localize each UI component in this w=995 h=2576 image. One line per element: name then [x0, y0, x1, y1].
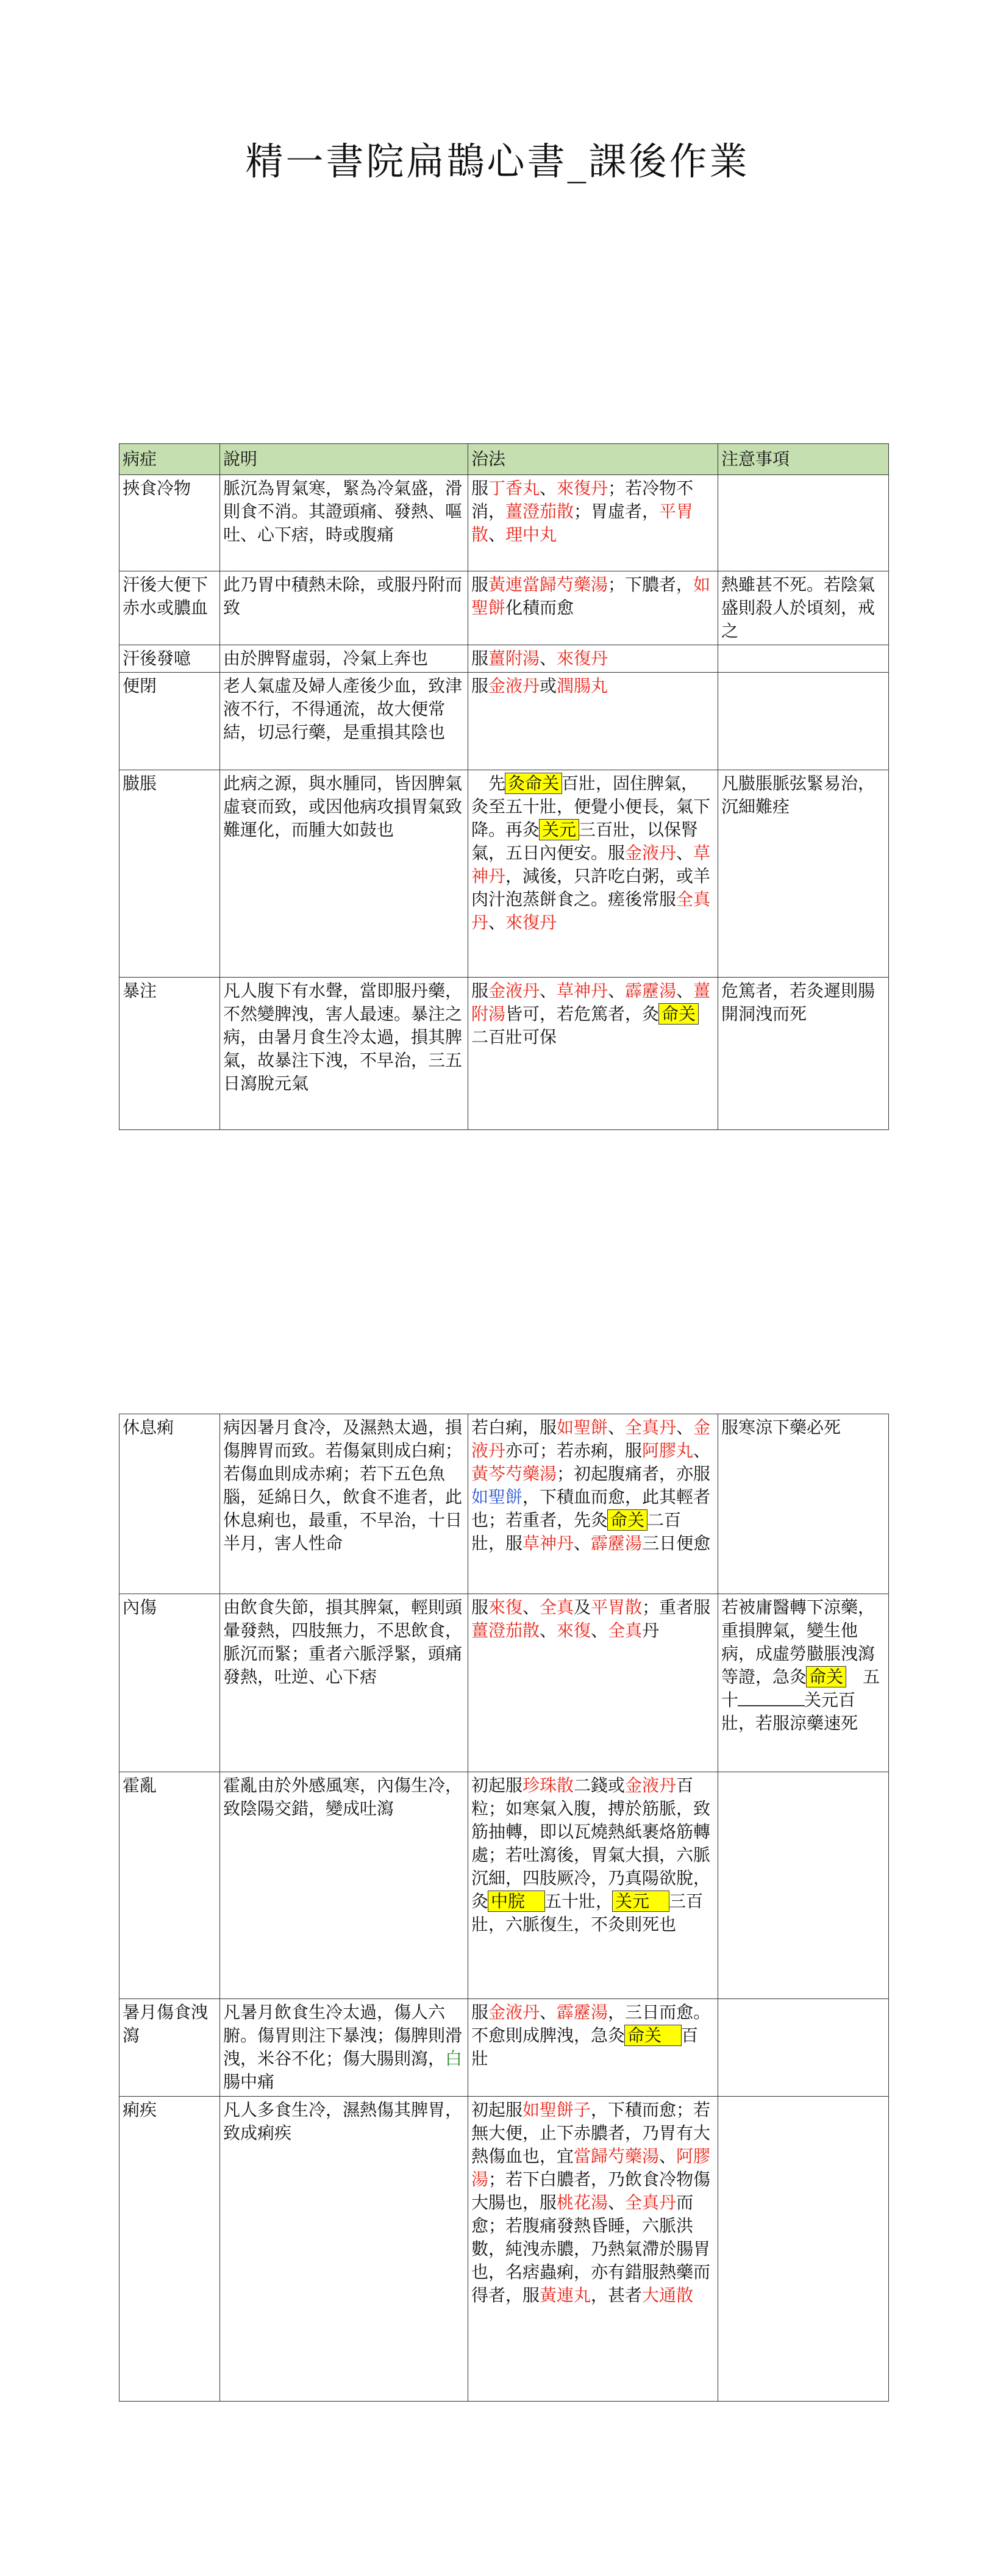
- text-segment: 、: [608, 981, 626, 1001]
- table-header-row: [119, 444, 889, 475]
- notes-cell: [718, 2097, 889, 2402]
- herb-name: 理中丸: [505, 524, 557, 545]
- text-segment: 化積而愈: [505, 598, 574, 618]
- disease-cell: 便閉: [119, 673, 220, 770]
- acupoint-highlight: 命关: [625, 2025, 681, 2045]
- herb-name: 來復丹: [557, 478, 608, 498]
- table-row: [119, 2097, 889, 2402]
- text-segment: 、: [488, 912, 506, 932]
- notes-cell: 凡臌脹脈弦緊易治，沉細難痊: [718, 770, 889, 978]
- herb-name: 金液丹: [625, 843, 677, 863]
- treatment-cell: [468, 1999, 718, 2097]
- notes-cell: [718, 475, 889, 571]
- text-segment: ；初起腹痛者，亦服: [557, 1464, 711, 1484]
- text-segment: 皆可，若危篤者，灸: [505, 1004, 660, 1024]
- text-segment: ；胃虛者，: [574, 501, 660, 521]
- description-cell: [220, 1999, 468, 2097]
- acupoint-highlight: 中脘: [488, 1891, 544, 1911]
- herb-name: 黃連丸: [540, 2285, 591, 2305]
- description-cell: 此乃胃中積熱未除，或服丹附而致: [220, 571, 468, 645]
- herb-name: 如聖餅: [471, 1487, 523, 1507]
- text-segment: ；下膿者，: [608, 574, 694, 595]
- description-cell: 由飲食失節，損其脾氣，輕則頭暈發熱，四肢無力，不思飲食，脈沉而緊；重者六脈浮緊，頭痛發熱，吐逆、心下痞: [220, 1594, 468, 1772]
- text-segment: 服: [471, 981, 489, 1001]
- text-segment: 若白痢，服: [471, 1417, 557, 1437]
- treatment-cell: [468, 1772, 718, 1999]
- text-segment: 亦可；若赤痢，服: [505, 1440, 643, 1461]
- document-title: 精一書院扁鵲心書_課後作業: [245, 139, 750, 184]
- text-segment: 、: [574, 1533, 591, 1553]
- text-segment: 五十壯，: [544, 1891, 613, 1911]
- herb-name: 薑澄茄散: [471, 1620, 540, 1640]
- herb-name: 草神丹: [557, 981, 608, 1001]
- disease-cell: 內傷: [119, 1594, 220, 1772]
- text-segment: 、: [693, 1440, 711, 1461]
- acupoint-highlight: 关元: [613, 1891, 669, 1911]
- treatment-cell: [468, 673, 718, 770]
- remedy-table-part-1: [119, 443, 889, 1130]
- herb-name: 霹靂湯: [625, 981, 677, 1001]
- herb-name: 金液丹: [471, 1417, 711, 1461]
- herb-name: 大通散: [642, 2285, 694, 2305]
- table-row: [119, 1594, 889, 1772]
- acupoint-highlight: 命关: [807, 1667, 846, 1687]
- notes-cell: [718, 645, 889, 673]
- text-segment: 二錢或: [574, 1775, 626, 1795]
- table-row: [119, 673, 889, 770]
- herb-name: 丁香丸: [488, 478, 540, 498]
- disease-cell: 休息痢: [119, 1414, 220, 1594]
- text-segment: 、: [676, 843, 694, 863]
- herb-name: 金液丹: [625, 1775, 677, 1795]
- herb-name: 潤腸丸: [557, 676, 608, 696]
- herb-name: 如聖餅: [557, 1417, 608, 1437]
- text-segment: 、: [488, 524, 506, 545]
- text-segment: ，下積血而愈，此其輕者也；若重者，先灸: [471, 1487, 711, 1530]
- text-segment: ，甚者: [591, 2285, 643, 2305]
- notes-cell: 熱雖甚不死。若陰氣盛則殺人於頃刻，戒之: [718, 571, 889, 645]
- text-segment: 五十: [721, 1667, 880, 1710]
- notes-cell: 危篤者，若灸遲則腸開洞洩而死: [718, 978, 889, 1130]
- text-segment: 凡暑月飲食生冷太過，傷人六腑。傷胃則注下暴洩；傷脾則滑洩，米谷不化；傷大腸則瀉，: [223, 2002, 463, 2069]
- acupoint-highlight: 关元: [540, 820, 579, 840]
- notes-cell: [718, 1999, 889, 2097]
- herb-name: 如聖餅: [471, 574, 711, 618]
- description-cell: 凡人多食生冷，濕熱傷其脾胃，致成痢疾: [220, 2097, 468, 2402]
- text-segment: 先: [471, 773, 506, 793]
- text-segment: 、: [591, 1620, 608, 1640]
- text-segment: 、: [540, 1620, 557, 1640]
- description-cell: 凡人腹下有水聲，當即服丹藥，不然變脾洩，害人最速。暴注之病，由暑月食生冷太過，損其脾氣，故暴注下洩，不早治，三五日瀉脫元氣: [220, 978, 468, 1130]
- herb-name: 阿膠湯: [471, 2146, 711, 2189]
- text-segment: 百粒；如寒氣入腹，搏於筋脈，致筋抽轉，即以瓦燒熱紙裹烙筋轉處；若吐瀉後，胃氣大損，六脈沉細，四肢厥冷，乃真陽欲脫，灸: [471, 1775, 711, 1911]
- table-row: [119, 1999, 889, 2097]
- treatment-cell: [468, 475, 718, 571]
- text-segment: 、: [676, 1417, 694, 1437]
- text-segment: 三日便愈: [642, 1533, 711, 1553]
- text-segment: 、: [540, 981, 557, 1001]
- acupoint-highlight: 命关: [659, 1004, 698, 1024]
- description-cell: 脈沉為胃氣寒，緊為冷氣盛，滑則食不消。其證頭痛、發熱、嘔吐、心下痞，時或腹痛: [220, 475, 468, 571]
- text-segment: 、: [608, 1417, 626, 1437]
- disease-cell: 臌脹: [119, 770, 220, 978]
- text-segment: 、: [540, 478, 557, 498]
- notes-cell: [718, 673, 889, 770]
- header-treatment: 治法: [468, 444, 718, 475]
- text-segment: 而愈；若腹痛發熱昏睡，六脈洪數，純洩赤膿，乃熱氣滯於腸胃也，名痞蟲痢，亦有錯服熱藥而得者，服: [471, 2192, 711, 2305]
- text-segment: 、: [659, 2146, 677, 2166]
- text-segment: 二百壯，服: [471, 1510, 682, 1553]
- herb-name: 珍珠散: [522, 1775, 574, 1795]
- herb-name: 平胃散: [471, 501, 694, 545]
- text-segment: 、: [540, 648, 557, 668]
- treatment-cell: [468, 2097, 718, 2402]
- notes-cell: 服寒涼下藥必死: [718, 1414, 889, 1594]
- text-segment: 若被庸醫轉下涼藥，重損脾氣，變生他病，成虛勞臌脹洩瀉等證，急灸: [721, 1597, 876, 1687]
- herb-name: 金液丹: [488, 2002, 540, 2022]
- description-cell: 此病之源，與水腫同，皆因脾氣虛衰而致，或因他病攻損胃氣致難運化，而腫大如鼓也: [220, 770, 468, 978]
- description-cell: 病因暑月食冷，及濕熱太過，損傷脾胃而致。若傷氣則成白痢；若傷血則成赤痢；若下五色魚腦，延綿日久，飲食不進者，此休息痢也，最重，不早治，十日半月，害人性命: [220, 1414, 468, 1594]
- header-notes: 注意事項: [718, 444, 889, 475]
- disease-cell: 汗後大便下赤水或膿血: [119, 571, 220, 645]
- header-disease: 病症: [119, 444, 220, 475]
- disease-cell: 挾食冷物: [119, 475, 220, 571]
- herb-name: 全真: [540, 1597, 574, 1617]
- text-segment: 初起服: [471, 1775, 523, 1795]
- notes-cell: [718, 1594, 889, 1772]
- text-segment: 关元百壯，若服涼藥速死: [721, 1690, 858, 1733]
- disease-cell: 暑月傷食洩瀉: [119, 1999, 220, 2097]
- treatment-cell: [468, 1414, 718, 1594]
- text-segment: 、: [676, 981, 694, 1001]
- text-segment: 服: [471, 676, 489, 696]
- herb-name: 金液丹: [488, 981, 540, 1001]
- text-segment: 腸中痛: [223, 2072, 275, 2092]
- herb-name: 阿膠丸: [642, 1440, 694, 1461]
- text-segment: 或: [540, 676, 557, 696]
- treatment-cell: [468, 770, 718, 978]
- herb-name: 霹靂湯: [557, 2002, 608, 2022]
- treatment-cell: [468, 645, 718, 673]
- herb-name: 如聖餅子: [522, 2100, 591, 2120]
- disease-cell: 痢疾: [119, 2097, 220, 2402]
- text-segment: 服: [471, 478, 489, 498]
- herb-name: 薑附湯: [471, 981, 711, 1024]
- disease-cell: 汗後發噫: [119, 645, 220, 673]
- herb-name: 來復丹: [505, 912, 557, 932]
- text-segment: ，下積而愈；若無大便，止下赤膿者，乃胃有大熱傷血也，宜: [471, 2100, 711, 2166]
- text-segment: 服: [471, 574, 489, 595]
- herb-name: 來復: [488, 1597, 523, 1617]
- text-segment: 百壯，固住脾氣，灸至五十壯，便覺小便長，氣下降。再灸: [471, 773, 711, 840]
- text-segment: 三百壯，以保腎氣，五日內便安。服: [471, 820, 699, 863]
- herb-name: 薑澄茄散: [505, 501, 574, 521]
- herb-name: 平胃散: [591, 1597, 643, 1617]
- marked-text: 白: [445, 2048, 463, 2069]
- herb-name: 黃芩芍藥湯: [471, 1464, 557, 1484]
- text-segment: 及: [574, 1597, 591, 1617]
- herb-name: 桃花湯: [557, 2192, 608, 2213]
- text-segment: ；若下白膿者，乃飲食冷物傷大腸也，服: [471, 2169, 711, 2213]
- herb-name: 霹靂湯: [591, 1533, 643, 1553]
- herb-name: 黃連當歸芍藥湯: [488, 574, 608, 595]
- table-row: [119, 645, 889, 673]
- herb-name: 全真丹: [471, 889, 711, 932]
- acupoint-highlight: 灸命关: [505, 773, 562, 793]
- text-segment: 初起服: [471, 2100, 523, 2120]
- disease-cell: 霍亂: [119, 1772, 220, 1999]
- treatment-cell: [468, 978, 718, 1130]
- table-row: [119, 1414, 889, 1594]
- herb-name: 全真丹: [625, 1417, 677, 1437]
- text-segment: 服: [471, 2002, 489, 2022]
- header-description: 說明: [220, 444, 468, 475]
- text-segment: 服: [471, 648, 489, 668]
- table-row: [119, 770, 889, 978]
- text-segment: ，三日而愈。不愈則成脾洩，急灸: [471, 2002, 711, 2045]
- herb-name: 薑附湯: [488, 648, 540, 668]
- herb-name: 全真丹: [625, 2192, 677, 2213]
- text-segment: ；重者服: [642, 1597, 711, 1617]
- text-segment: 二百壯可保: [471, 1027, 557, 1047]
- table-row: [119, 475, 889, 571]
- herb-name: 草神丹: [471, 843, 711, 886]
- description-cell: 由於脾腎虛弱，冷氣上奔也: [220, 645, 468, 673]
- herb-name: 來復丹: [557, 648, 608, 668]
- text-segment: 、: [608, 2192, 626, 2213]
- text-segment: ；若冷物不消，: [471, 478, 694, 521]
- text-segment: 服: [471, 1597, 489, 1617]
- text-segment: 百壯: [471, 2025, 699, 2069]
- table-row: [119, 571, 889, 645]
- text-segment: 、: [540, 2002, 557, 2022]
- text-segment: ，減後，只許吃白粥，或羊肉汁泡蒸餅食之。瘥後常服: [471, 866, 711, 909]
- text-segment: 丹: [642, 1620, 660, 1640]
- disease-cell: 暴注: [119, 978, 220, 1130]
- herb-name: 全真: [608, 1620, 643, 1640]
- text-segment: 、: [522, 1597, 540, 1617]
- treatment-cell: [468, 571, 718, 645]
- remedy-table-part-2: [119, 1414, 889, 2402]
- acupoint-highlight: 命关: [608, 1510, 647, 1530]
- treatment-cell: [468, 1594, 718, 1772]
- herb-name: 當歸芍藥湯: [574, 2146, 660, 2166]
- table-row: [119, 978, 889, 1130]
- herb-name: 金液丹: [488, 676, 540, 696]
- description-cell: 老人氣虛及婦人產後少血，致津液不行，不得通流，故大便常結，切忌行藥，是重損其陰也: [220, 673, 468, 770]
- herb-name: 來復: [557, 1620, 591, 1640]
- herb-name: 草神丹: [522, 1533, 574, 1553]
- description-cell: 霍亂由於外感風寒，內傷生冷，致陰陽交錯，變成吐瀉: [220, 1772, 468, 1999]
- text-segment: 三百壯，六脈復生，不灸則死也: [471, 1891, 704, 1934]
- table-row: [119, 1772, 889, 1999]
- notes-cell: [718, 1772, 889, 1999]
